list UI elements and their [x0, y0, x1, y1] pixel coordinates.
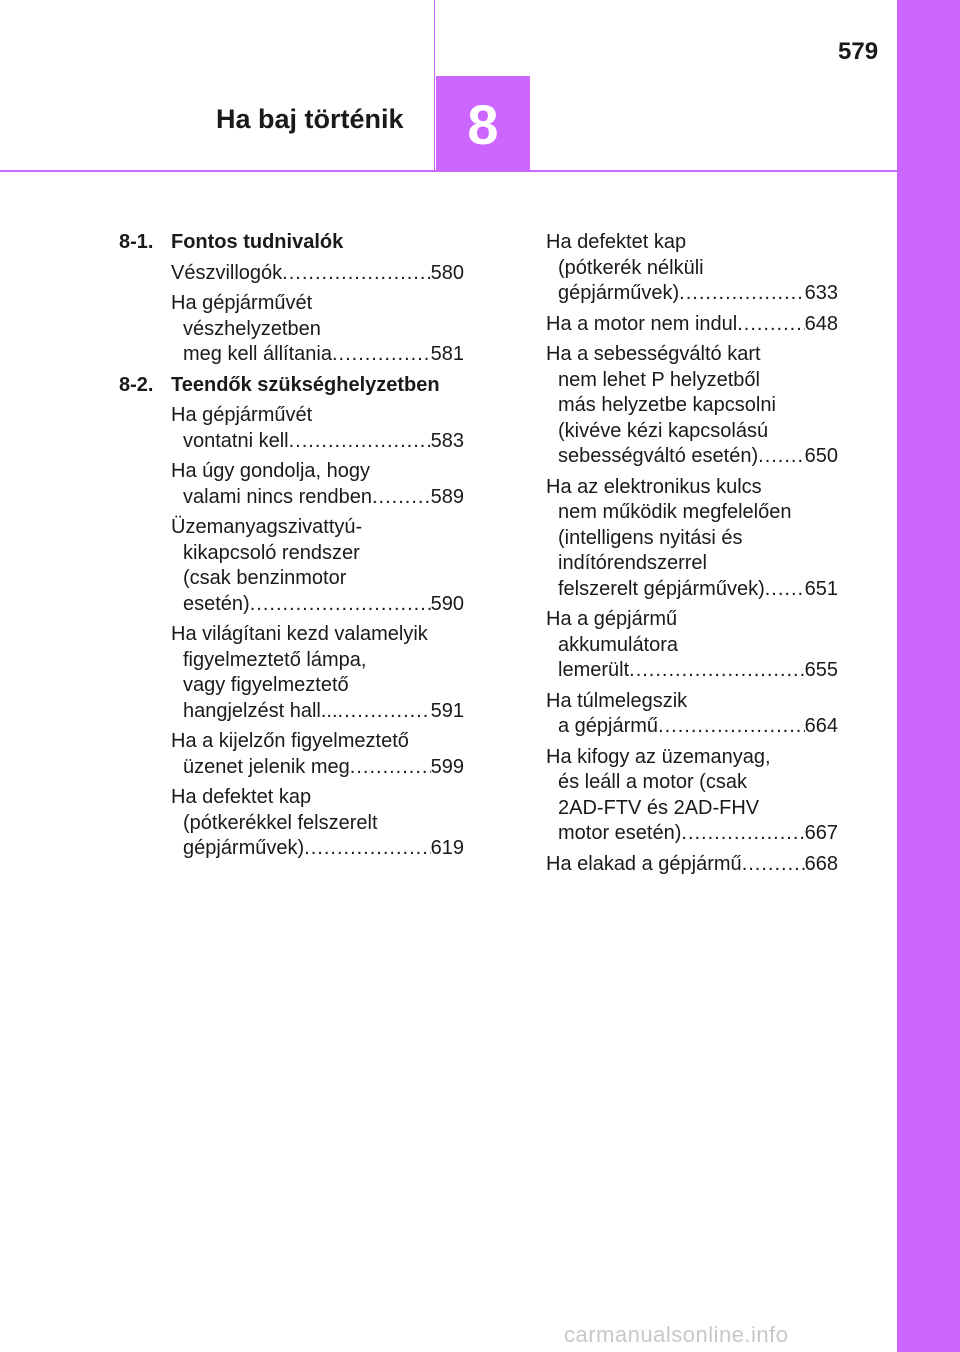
toc-entry[interactable]	[171, 403, 464, 454]
dot-leader	[350, 755, 431, 781]
section-number: 8-2.	[119, 373, 154, 396]
toc-entry-line: Ha a sebességváltó kart	[546, 343, 761, 365]
toc-entry-line: kikapcsoló rendszer	[183, 541, 360, 564]
toc-entry[interactable]	[171, 785, 464, 862]
toc-entry-line: nem lehet P helyzetből	[558, 368, 760, 391]
toc-entry-line: Ha a gépjármű	[546, 608, 678, 630]
toc-entry[interactable]	[546, 342, 838, 470]
toc-entry-last-line	[546, 312, 838, 338]
toc-entry-last-line	[171, 261, 464, 287]
toc-entry-last-line	[171, 429, 464, 455]
toc-entry-last-line	[171, 755, 464, 781]
toc-entry-last-line	[171, 836, 464, 862]
toc-entry-line: Ha a kijelzőn figyelmeztető	[171, 730, 409, 752]
dot-leader	[742, 852, 805, 878]
toc-entry[interactable]	[171, 261, 464, 287]
toc-page-number[interactable]: 581	[430, 343, 464, 365]
dot-leader	[282, 261, 430, 287]
toc-entry[interactable]	[546, 230, 838, 307]
toc-entry-last-line	[546, 444, 838, 470]
toc-entry[interactable]	[546, 475, 838, 603]
toc-entry-text: lemerült	[558, 659, 630, 681]
toc-entry[interactable]	[546, 689, 838, 740]
dot-leader	[681, 821, 804, 847]
toc-entry-line: más helyzetbe kapcsolni	[558, 394, 776, 416]
toc-page-number[interactable]: 650	[804, 445, 838, 467]
toc-entry-line: Ha úgy gondolja, hogy	[171, 460, 371, 482]
dot-leader	[289, 429, 431, 455]
dot-leader	[338, 699, 431, 725]
toc-entry-text: hangjelzést hall...	[183, 699, 338, 722]
toc-entry[interactable]	[546, 745, 838, 847]
toc-entry[interactable]	[546, 852, 838, 878]
toc-entry-line: indítórendszerrel	[558, 552, 707, 574]
toc-entry-text: esetén)	[183, 592, 250, 615]
toc-entry-line: és leáll a motor (csak	[558, 771, 747, 793]
toc-page-number[interactable]: 651	[804, 577, 838, 600]
dot-leader	[765, 577, 805, 603]
toc-entry[interactable]	[171, 622, 464, 724]
dot-leader	[629, 658, 804, 684]
header-vertical-divider	[434, 0, 435, 172]
toc-page-number[interactable]: 599	[430, 755, 464, 778]
toc-entry-last-line	[546, 281, 838, 307]
toc-entry-line: Ha túlmelegszik	[546, 689, 688, 712]
toc-page-number[interactable]: 655	[804, 659, 838, 681]
section-title: Fontos tudnivalók	[171, 231, 344, 253]
chapter-side-tab	[897, 0, 960, 1352]
toc-entry[interactable]	[171, 291, 464, 368]
dot-leader	[758, 444, 804, 470]
toc-entry-text: üzenet jelenik meg	[183, 755, 350, 778]
toc-entry-text: valami nincs rendben	[183, 485, 372, 508]
toc-page-number[interactable]: 648	[804, 312, 838, 335]
dot-leader	[679, 281, 804, 307]
toc-page-number[interactable]: 591	[430, 699, 464, 722]
chapter-number-box	[436, 76, 530, 172]
dot-leader	[658, 714, 805, 740]
toc-entry-line: (intelligens nyitási és	[558, 526, 743, 549]
dot-leader	[250, 592, 431, 618]
toc-entry[interactable]	[171, 459, 464, 510]
toc-entry[interactable]	[171, 515, 464, 617]
dot-leader	[737, 312, 804, 338]
toc-entry-last-line	[546, 577, 838, 603]
dot-leader	[332, 342, 431, 368]
toc-entry-last-line	[171, 592, 464, 618]
toc-entry-text: Ha a motor nem indul	[546, 312, 738, 335]
toc-page-number[interactable]: 664	[804, 715, 838, 737]
toc-entry[interactable]	[546, 312, 838, 338]
toc-entry-last-line	[546, 658, 838, 684]
toc-page-number[interactable]: 619	[430, 837, 464, 859]
toc-entry-line: figyelmeztető lámpa,	[183, 648, 367, 671]
toc-entry-line: (kivéve kézi kapcsolású	[558, 419, 769, 442]
toc-entry-line: Üzemanyagszivattyú-	[171, 516, 363, 538]
toc-entry-line: vészhelyzetben	[183, 317, 321, 340]
toc-entry-text: vontatni kell	[183, 429, 289, 452]
toc-section-heading	[119, 230, 464, 256]
toc-entry-last-line	[546, 821, 838, 847]
toc-entry-last-line	[546, 714, 838, 740]
toc-entry-text: felszerelt gépjárművek)	[558, 577, 765, 600]
toc-entry-text: a gépjármű	[558, 715, 659, 737]
toc-entry-text: gépjárművek)	[183, 837, 305, 859]
toc-entry-line: (pótkerék nélküli	[558, 256, 704, 279]
toc-entry[interactable]	[171, 729, 464, 780]
toc-page-number[interactable]: 590	[430, 592, 464, 615]
toc-entry-line: Ha defektet kap	[546, 231, 687, 253]
toc-entry-text: meg kell állítania	[183, 343, 332, 365]
toc-entry-line: vagy figyelmeztető	[183, 674, 349, 696]
chapter-title: Ha baj történik	[216, 104, 404, 134]
toc-entry-text: motor esetén)	[558, 822, 682, 844]
toc-section-heading	[119, 373, 464, 399]
toc-entry-line: Ha gépjárművét	[171, 404, 313, 426]
dot-leader	[304, 836, 430, 862]
toc-entry-line: Ha defektet kap	[171, 786, 312, 808]
toc-entry-last-line	[546, 852, 838, 878]
toc-entry-last-line	[171, 485, 464, 511]
toc-page-number[interactable]: 589	[430, 485, 464, 508]
dot-leader	[372, 485, 431, 511]
chapter-number: 8	[467, 92, 499, 156]
toc-entry-line: Ha kifogy az üzemanyag,	[546, 745, 771, 768]
toc-entry-text: sebességváltó esetén)	[558, 445, 759, 467]
toc-entry-line: 2AD-FTV és 2AD-FHV	[558, 796, 760, 819]
toc-entry-text: Ha elakad a gépjármű	[546, 852, 742, 875]
toc-page-number[interactable]: 580	[430, 261, 464, 284]
toc-entry-line: nem működik megfelelően	[558, 501, 792, 523]
section-title: Teendők szükséghelyzetben	[171, 373, 440, 396]
toc-entry[interactable]	[546, 607, 838, 684]
toc-entry-line: (pótkerékkel felszerelt	[183, 811, 378, 834]
toc-entry-line: Ha gépjárművét	[171, 292, 313, 314]
watermark: carmanualsonline.info	[564, 1322, 789, 1347]
toc-right-column	[546, 230, 838, 882]
toc-entry-last-line	[171, 342, 464, 368]
toc-entry-line: (csak benzinmotor	[183, 567, 347, 589]
toc-entry-line: akkumulátora	[558, 633, 679, 656]
toc-page-number[interactable]: 633	[804, 282, 838, 304]
toc-page-number[interactable]: 583	[430, 429, 464, 452]
toc-entry-text: gépjárművek)	[558, 282, 680, 304]
toc-page-number[interactable]: 667	[804, 822, 838, 844]
toc-entry-text: Vészvillogók	[171, 261, 283, 284]
toc-entry-last-line	[171, 699, 464, 725]
toc-page-number[interactable]: 668	[804, 852, 838, 875]
toc-left-column	[119, 230, 464, 867]
toc-entry-line: Ha világítani kezd valamelyik	[171, 623, 428, 645]
section-number: 8-1.	[119, 231, 154, 253]
page-number: 579	[838, 38, 879, 65]
toc-entry-line: Ha az elektronikus kulcs	[546, 475, 762, 498]
